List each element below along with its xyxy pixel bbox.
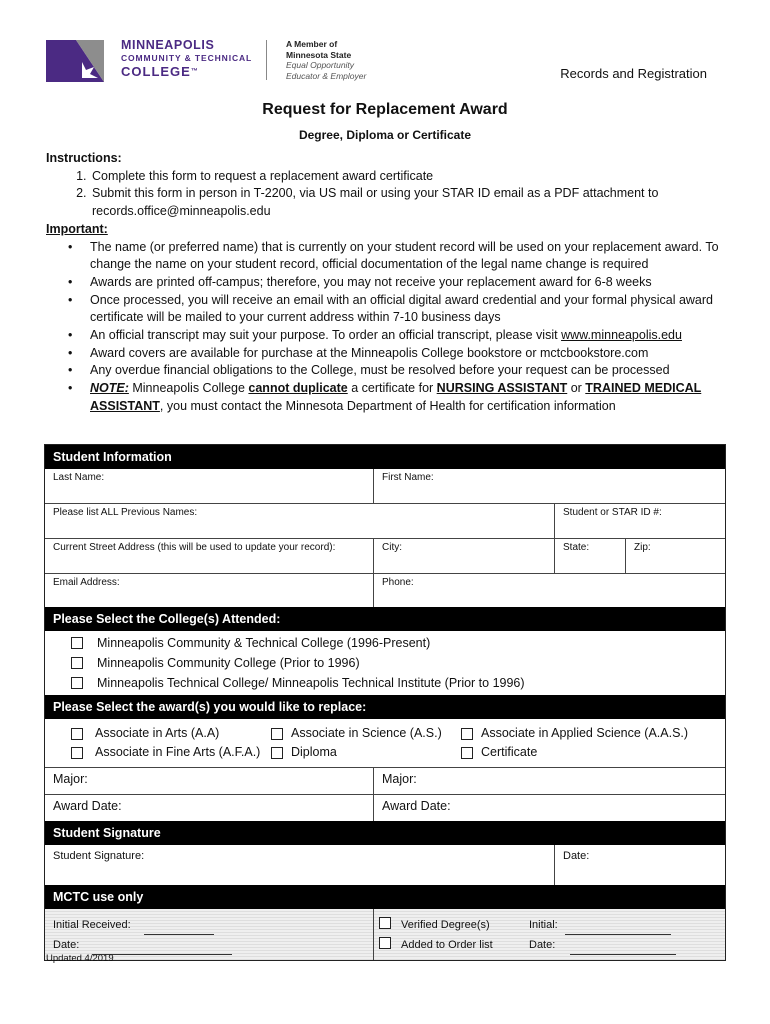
page-title: Request for Replacement Award	[262, 101, 508, 118]
mctc-heading: MCTC use only	[45, 885, 725, 909]
instruction-step: 2. Submit this form in person in T-2200, via US mail or using your STAR ID email as a PDF attachment to records.office@minneapolis.edu	[90, 185, 726, 220]
date2-line	[570, 942, 676, 955]
checkbox[interactable]	[461, 747, 473, 759]
initial-label: Initial:	[529, 919, 558, 931]
award-option-as[interactable]: Associate in Science (A.S.)	[271, 725, 461, 742]
awards-options	[45, 719, 725, 767]
checkbox[interactable]	[461, 728, 473, 740]
initial-received-label: Initial Received:	[53, 919, 131, 931]
awards-heading: Please Select the award(s) you would like to replace:	[45, 695, 725, 719]
checkbox[interactable]	[71, 637, 83, 649]
added-to-order-label: Added to Order list	[401, 939, 493, 951]
important-item: • The name (or preferred name) that is currently on your student record will be used on your replacement award. To change the name on your student record, official documentation of the legal name change is required	[90, 239, 726, 274]
instructions-section	[46, 150, 726, 416]
college-option[interactable]: Minneapolis Technical College/ Minneapolis Technical Institute (Prior to 1996)	[71, 673, 725, 693]
office-name: Records and Registration	[560, 66, 707, 81]
date2-label: Date:	[529, 939, 556, 951]
important-heading: Important:	[46, 221, 108, 236]
colleges-options	[45, 631, 725, 695]
award-date-field-2[interactable]: Award Date:	[373, 795, 725, 821]
award-date-field-1[interactable]: Award Date:	[53, 799, 122, 813]
college-option[interactable]: Minneapolis Community College (Prior to 1996)	[71, 653, 725, 673]
city-field[interactable]: City:	[373, 539, 554, 573]
phone-field[interactable]: Phone:	[373, 574, 725, 607]
instruction-step: 1. Complete this form to request a replacement award certificate	[90, 168, 726, 186]
checkbox[interactable]	[271, 728, 283, 740]
major-field-2[interactable]: Major:	[373, 768, 725, 794]
state-field[interactable]: State:	[554, 539, 625, 573]
student-signature-field[interactable]: Student Signature:	[53, 850, 145, 862]
logo-divider	[266, 40, 267, 80]
mctc-use-only-section	[45, 909, 725, 960]
signature-date-field[interactable]: Date:	[554, 845, 725, 885]
important-item: • Any overdue financial obligations to the College, must be resolved before your request can be processed	[90, 362, 726, 380]
award-option-aa[interactable]: Associate in Arts (A.A)	[71, 725, 271, 742]
updated-date: Updated 4/2019	[46, 953, 114, 964]
important-list	[90, 239, 726, 416]
page-subtitle: Degree, Diploma or Certificate	[298, 128, 472, 142]
student-info-heading: Student Information	[45, 445, 725, 469]
zip-field[interactable]: Zip:	[625, 539, 725, 573]
colleges-heading: Please Select the College(s) Attended:	[45, 607, 725, 631]
award-option-diploma[interactable]: Diploma	[271, 744, 461, 761]
instructions-heading: Instructions:	[46, 151, 122, 165]
important-item: • NOTE: Minneapolis College cannot duplicate a certificate for NURSING ASSISTANT or TRAINED MEDICAL ASSISTANT, you must contact the Minnesota Department of Health for certification information	[90, 380, 726, 415]
added-checkbox[interactable]	[379, 937, 391, 949]
important-item: • Award covers are available for purchase at the Minneapolis College bookstore or mctcbookstore.com	[90, 345, 726, 363]
college-option[interactable]: Minneapolis Community & Technical College (1996-Present)	[71, 633, 725, 653]
first-name-field[interactable]: First Name:	[373, 469, 725, 503]
last-name-field[interactable]: Last Name:	[53, 472, 105, 483]
initial-received-line	[144, 922, 214, 935]
checkbox[interactable]	[71, 747, 83, 759]
important-item: • An official transcript may suit your purpose. To order an official transcript, please visit www.minneapolis.edu	[90, 327, 726, 345]
major-field-1[interactable]: Major:	[53, 772, 88, 786]
street-address-field[interactable]: Current Street Address (this will be used to update your record):	[53, 542, 336, 553]
request-form	[44, 444, 726, 961]
checkbox[interactable]	[71, 728, 83, 740]
college-logo-icon	[46, 40, 104, 82]
mctc-date-label: Date:	[53, 939, 80, 951]
email-field[interactable]: Email Address:	[53, 577, 120, 588]
instructions-steps	[90, 168, 726, 221]
student-id-field[interactable]: Student or STAR ID #:	[554, 504, 725, 538]
award-option-aas[interactable]: Associate in Applied Science (A.A.S.)	[461, 725, 721, 742]
checkbox[interactable]	[271, 747, 283, 759]
important-item: • Once processed, you will receive an email with an official digital award credential and your formal physical award certificate will be mailed to your current address within 7-10 business days	[90, 292, 726, 327]
initial-line	[565, 922, 671, 935]
college-logo-text: MINNEAPOLIS COMMUNITY & TECHNICAL COLLEGE™	[121, 38, 253, 79]
important-item: • Awards are printed off-campus; therefore, you may not receive your replacement award for 6-8 weeks	[90, 274, 726, 292]
verified-checkbox[interactable]	[379, 917, 391, 929]
previous-names-field[interactable]: Please list ALL Previous Names:	[53, 507, 198, 518]
verified-degree-label: Verified Degree(s)	[401, 919, 490, 931]
signature-heading: Student Signature	[45, 821, 725, 845]
award-option-afa[interactable]: Associate in Fine Arts (A.F.A.)	[71, 744, 271, 761]
member-statement: A Member of Minnesota State Equal Opportunity Educator & Employer	[286, 39, 367, 81]
award-option-certificate[interactable]: Certificate	[461, 744, 721, 761]
checkbox[interactable]	[71, 657, 83, 669]
website-link[interactable]: www.minneapolis.edu	[561, 328, 682, 343]
checkbox[interactable]	[71, 677, 83, 689]
